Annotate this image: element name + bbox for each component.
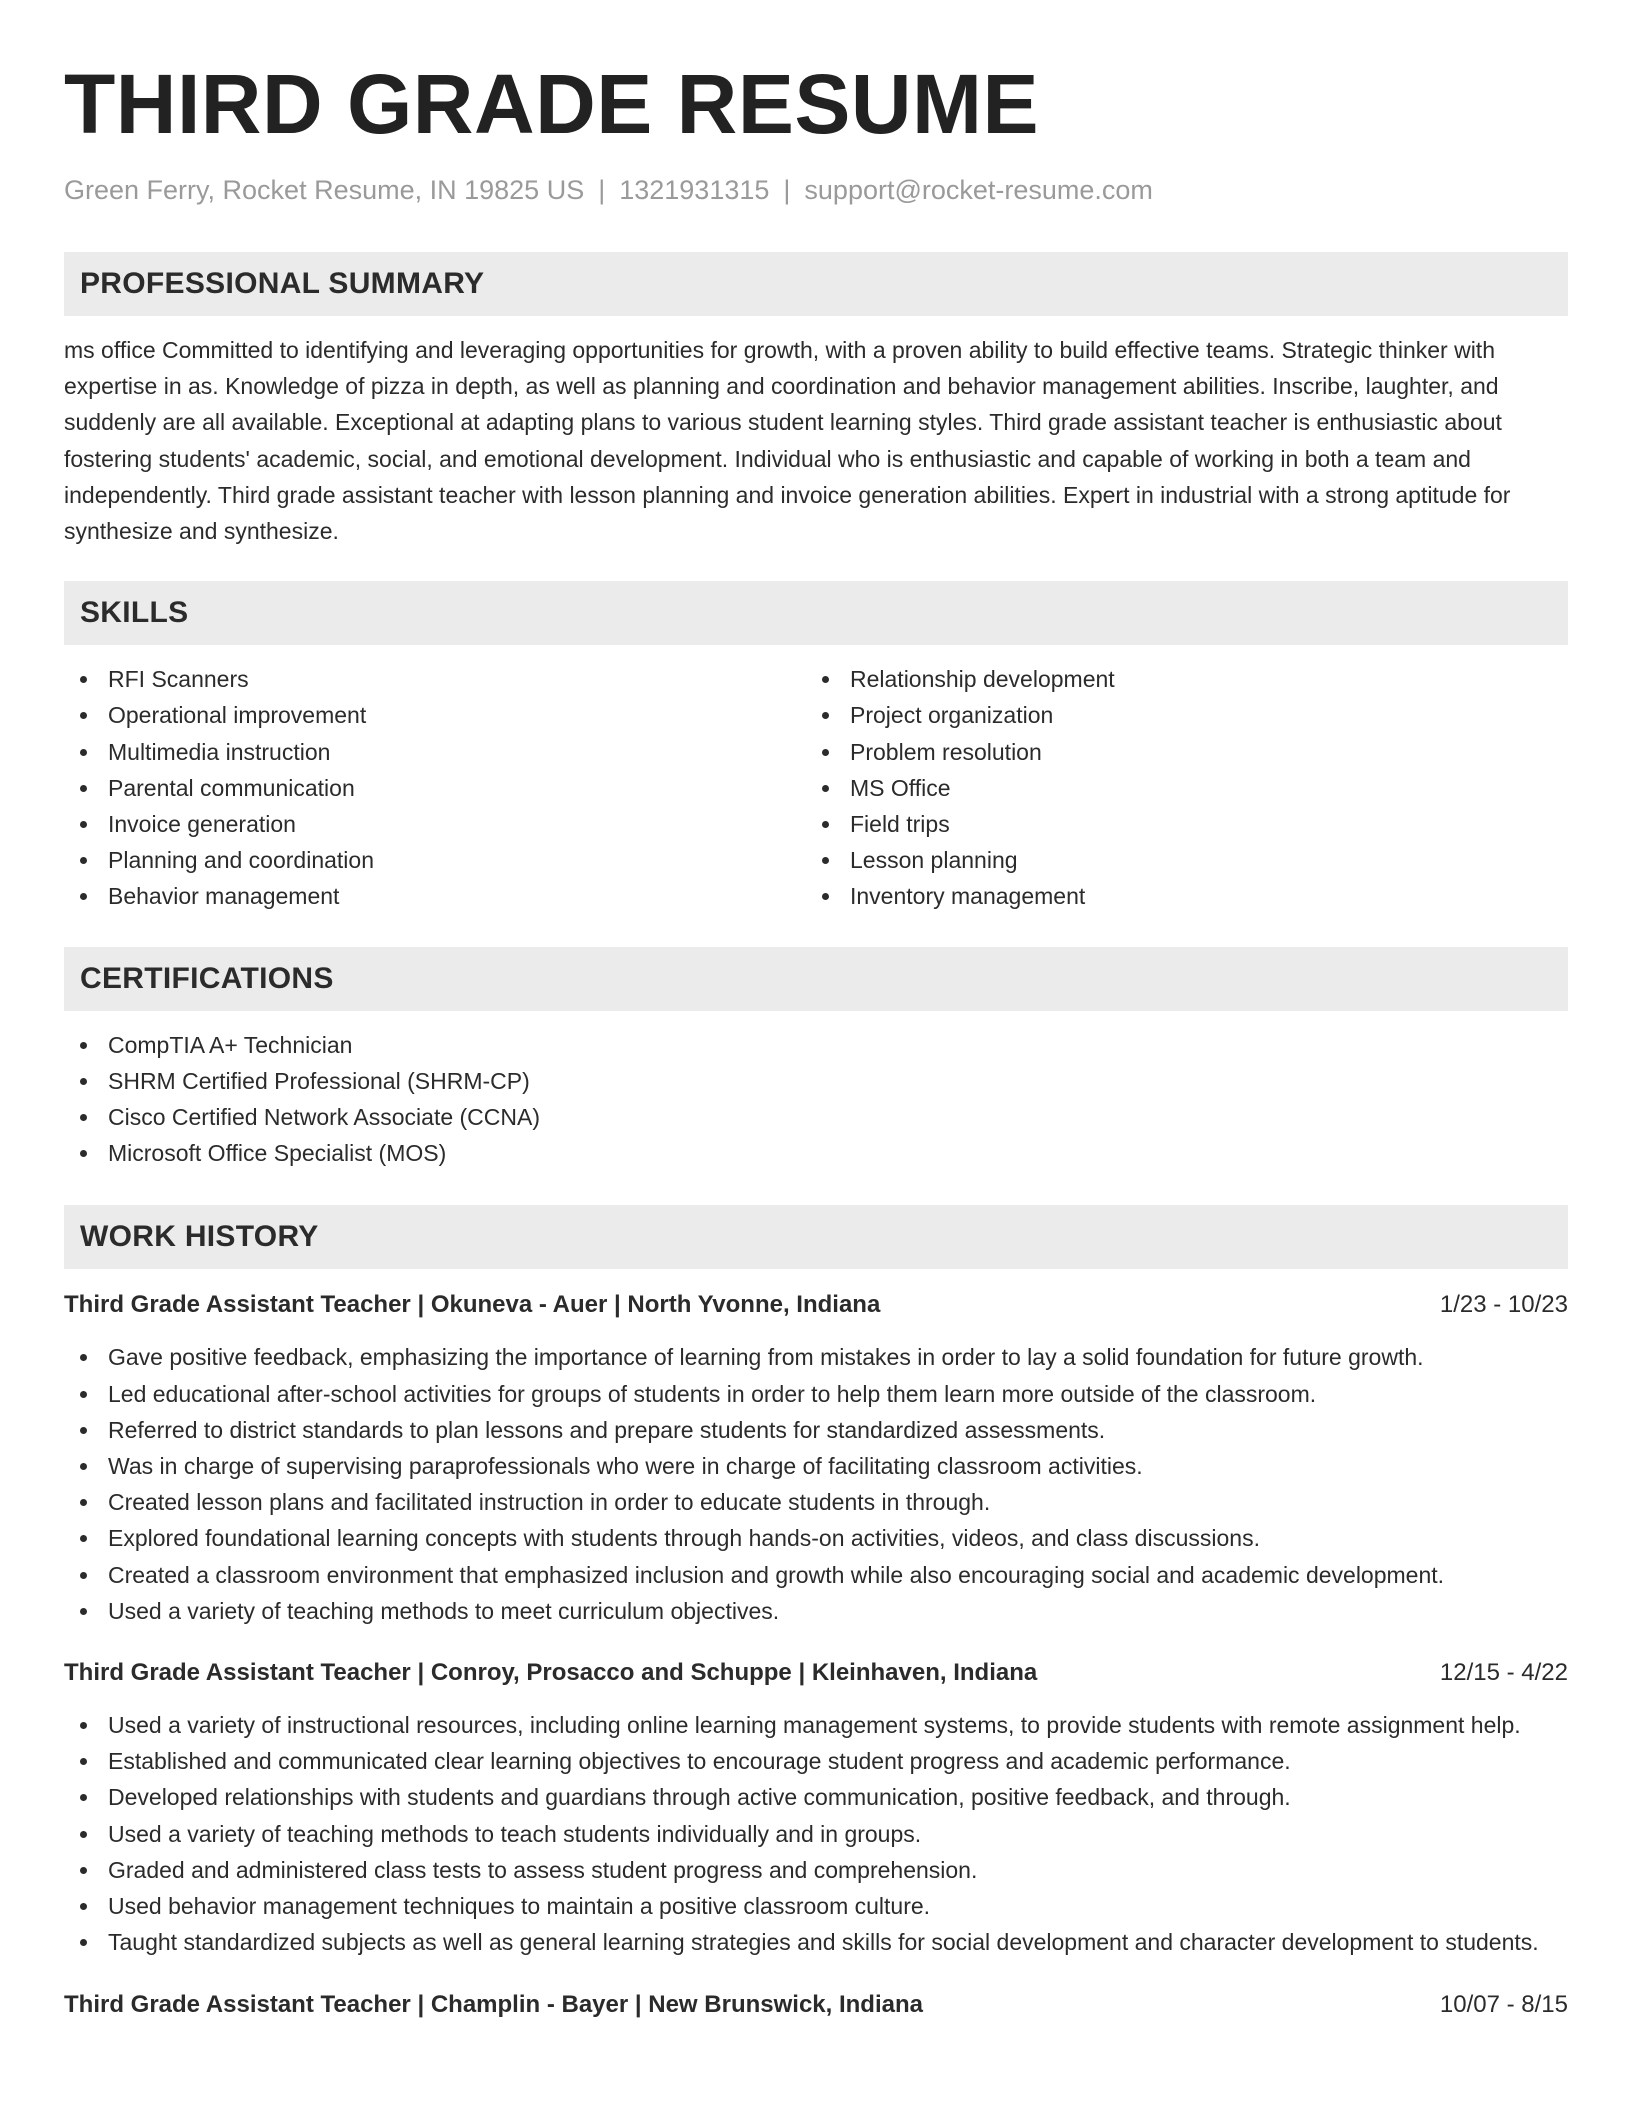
skill-item: Multimedia instruction [64,734,806,770]
job-entry [64,1987,1568,2023]
skills-grid [64,661,1568,914]
skill-item: Parental communication [64,770,806,806]
contact-separator: | [783,175,791,205]
skill-item: Operational improvement [64,697,806,733]
job-dates: 12/15 - 4/22 [1439,1659,1568,1687]
certification-list [64,1027,1568,1172]
job-bullet: Explored foundational learning concepts with students through hands-on activities, videos, and class discussions. [64,1520,1568,1556]
job-bullet: Used a variety of teaching methods to meet curriculum objectives. [64,1593,1568,1629]
contact-separator: | [598,175,606,205]
job-bullet: Was in charge of supervising paraprofessionals who were in charge of facilitating classroom activities. [64,1448,1568,1484]
job-bullet: Created a classroom environment that emphasized inclusion and growth while also encouraging social and academic development. [64,1557,1568,1593]
job-title-row [64,1287,1568,1323]
job-dates: 1/23 - 10/23 [1439,1291,1568,1319]
section-header-summary: PROFESSIONAL SUMMARY [64,252,1568,316]
skill-item: Relationship development [806,661,1568,697]
skills-column-right [806,661,1568,914]
job-title: Third Grade Assistant Teacher | Champlin - Bayer | New Brunswick, Indiana [64,1990,923,2018]
job-bullet: Used behavior management techniques to maintain a positive classroom culture. [64,1888,1568,1924]
skill-item: Behavior management [64,878,806,914]
contact-line [64,172,1568,208]
contact-email: support@rocket-resume.com [804,175,1153,205]
summary-text: ms office Committed to identifying and leveraging opportunities for growth, with a proven ability to build effective teams. Strategic thinker with expertise in as. Knowledge of pizza in depth, as well as planning and coordination and behavior management abilities. Inscribe, laughter, and suddenly are all available. Exceptional at adapting plans to various student learning styles. Third grade assistant teacher is enthusiastic about fostering students' academic, social, and emotional development. Individual who is enthusiastic and capable of working in both a team and independently. Third grade assistant teacher with lesson planning and invoice generation abilities. Expert in industrial with a strong aptitude for synthesize and synthesize. [64,337,1511,545]
skill-item: MS Office [806,770,1568,806]
skill-item: Inventory management [806,878,1568,914]
certification-item: CompTIA A+ Technician [64,1027,1568,1063]
resume-page [64,56,1568,2023]
job-bullet: Used a variety of teaching methods to teach students individually and in groups. [64,1816,1568,1852]
skill-item: Project organization [806,697,1568,733]
skill-item: Planning and coordination [64,842,806,878]
contact-phone: 1321931315 [619,175,770,205]
job-bullet-list [64,1707,1568,1960]
job-title: Third Grade Assistant Teacher | Conroy, Prosacco and Schuppe | Kleinhaven, Indiana [64,1659,1038,1687]
job-title-row [64,1987,1568,2023]
job-bullet-list [64,1339,1568,1629]
job-bullet: Referred to district standards to plan lessons and prepare students for standardized assessments. [64,1412,1568,1448]
skill-item: Lesson planning [806,842,1568,878]
certification-item: SHRM Certified Professional (SHRM-CP) [64,1063,1568,1099]
job-title-row [64,1655,1568,1691]
section-header-work-history: WORK HISTORY [64,1205,1568,1269]
job-bullet: Graded and administered class tests to assess student progress and comprehension. [64,1852,1568,1888]
job-bullet: Used a variety of instructional resources, including online learning management systems, to provide students with remote assignment help. [64,1707,1568,1743]
job-bullet: Developed relationships with students and guardians through active communication, positive feedback, and through. [64,1779,1568,1815]
skill-item: Invoice generation [64,806,806,842]
resume-title: THIRD GRADE RESUME [64,57,1040,151]
job-bullet: Led educational after-school activities for groups of students in order to help them learn more outside of the classroom. [64,1376,1568,1412]
job-bullet: Established and communicated clear learning objectives to encourage student progress and academic performance. [64,1743,1568,1779]
job-bullet: Taught standardized subjects as well as general learning strategies and skills for social development and character development to students. [64,1924,1568,1960]
job-dates: 10/07 - 8/15 [1439,1990,1568,2018]
job-entry [64,1655,1568,1960]
certification-item: Microsoft Office Specialist (MOS) [64,1135,1568,1171]
skill-item: Problem resolution [806,734,1568,770]
skill-item: Field trips [806,806,1568,842]
section-header-skills: SKILLS [64,581,1568,645]
section-header-certifications: CERTIFICATIONS [64,947,1568,1011]
job-bullet: Created lesson plans and facilitated instruction in order to educate students in through. [64,1484,1568,1520]
skills-column-left [64,661,806,914]
certification-item: Cisco Certified Network Associate (CCNA) [64,1099,1568,1135]
contact-address: Green Ferry, Rocket Resume, IN 19825 US [64,175,585,205]
skill-item: RFI Scanners [64,661,806,697]
job-bullet: Gave positive feedback, emphasizing the importance of learning from mistakes in order to lay a solid foundation for future growth. [64,1339,1568,1375]
job-entry [64,1287,1568,1629]
job-title: Third Grade Assistant Teacher | Okuneva - Auer | North Yvonne, Indiana [64,1291,881,1319]
